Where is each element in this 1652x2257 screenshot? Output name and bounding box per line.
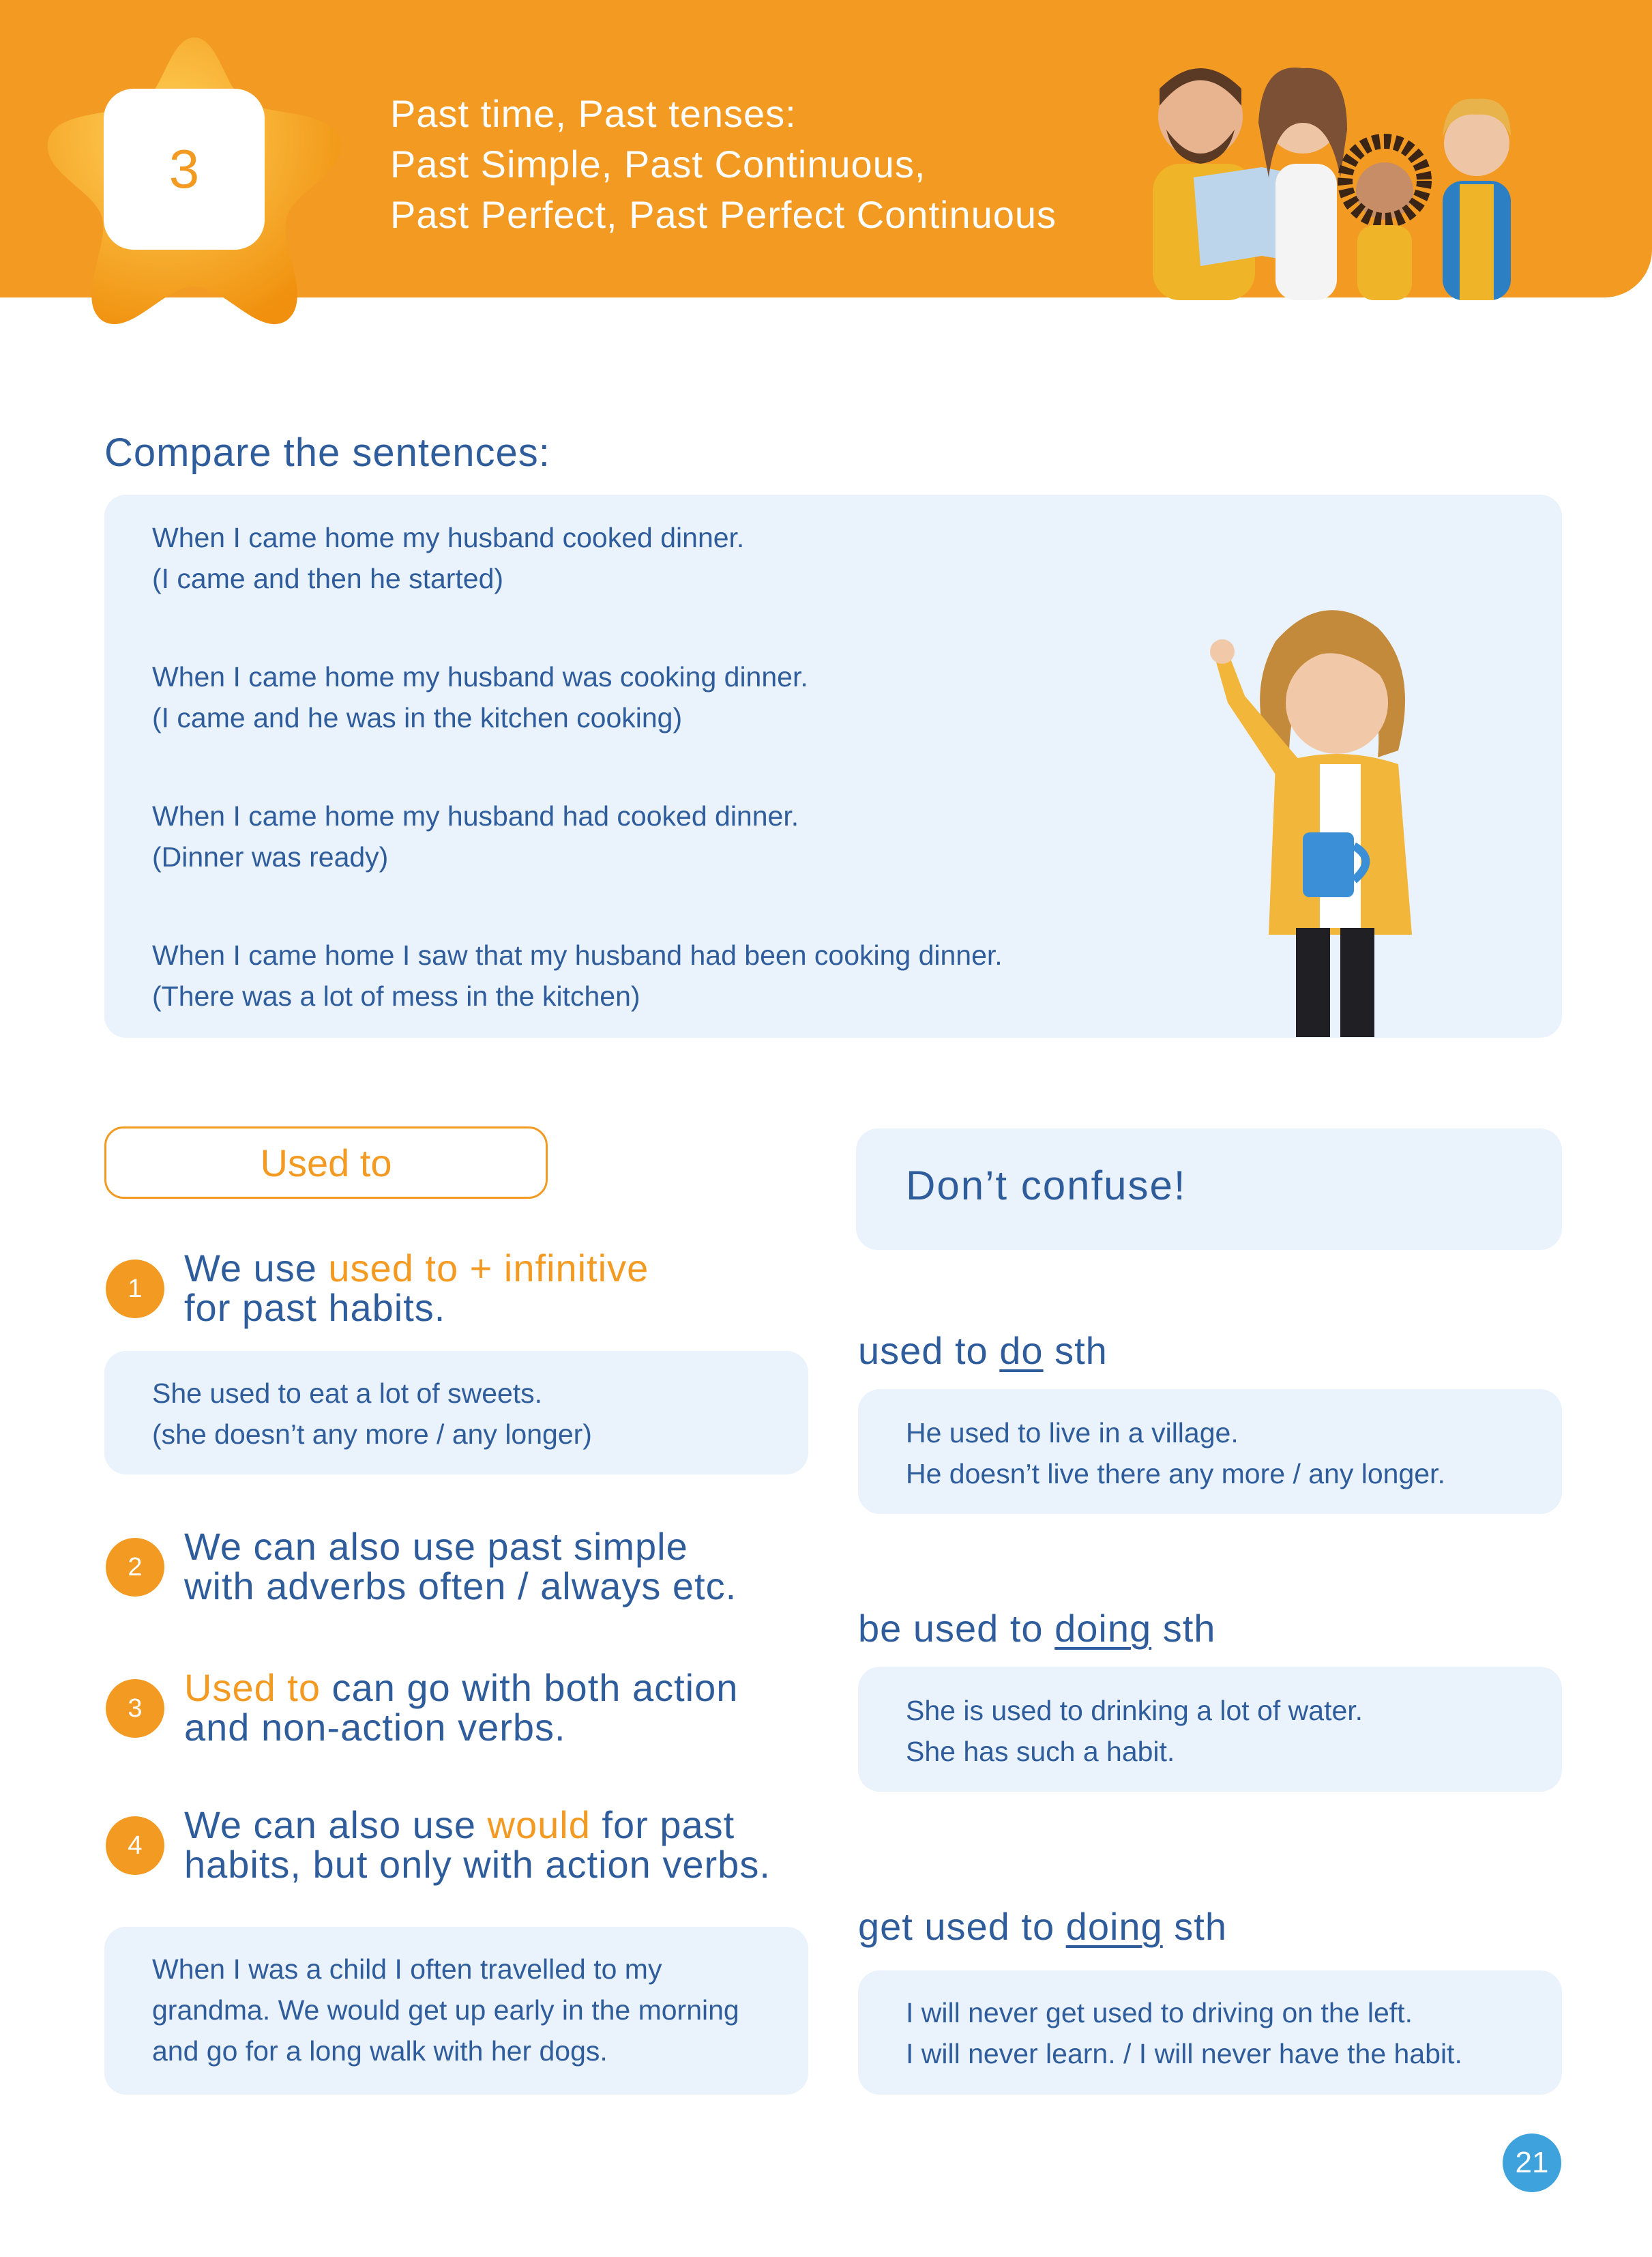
example-line: and go for a long walk with her dogs. <box>152 2035 608 2067</box>
rule-text <box>184 1527 839 1606</box>
phrase-key: do <box>999 1329 1044 1372</box>
phrase-heading <box>858 1606 1215 1650</box>
family-illustration <box>1105 41 1548 300</box>
phrase-part: sth <box>1151 1607 1216 1650</box>
sentence-line: When I came home my husband cooked dinner. <box>152 522 745 553</box>
chapter-title-line: Past time, Past tenses: <box>390 92 797 135</box>
phrase-example <box>906 1412 1445 1494</box>
phrase-key: doing <box>1054 1607 1152 1650</box>
rule-highlight: Used to <box>184 1666 321 1709</box>
phrase-heading <box>858 1904 1227 1949</box>
rule-text <box>184 1805 839 1884</box>
sentence-line: When I came home my husband had cooked dinner. <box>152 800 799 832</box>
rule-number: 3 <box>106 1679 164 1738</box>
compare-heading: Compare the sentences: <box>104 431 550 475</box>
rule-text-part: We can also use <box>184 1803 488 1846</box>
sentence-explanation: (There was a lot of mess in the kitchen) <box>152 980 640 1012</box>
sentence-explanation: (I came and then he started) <box>152 563 504 594</box>
sentence-explanation: (Dinner was ready) <box>152 841 389 873</box>
sentence-line: When I came home I saw that my husband had been cooking dinner. <box>152 940 1003 971</box>
rule-text-part: We can also use past simple <box>184 1525 688 1568</box>
page-number: 21 <box>1503 2134 1561 2192</box>
example-line: (she doesn’t any more / any longer) <box>152 1418 592 1450</box>
example-text <box>152 1949 739 2071</box>
woman-pointing-illustration <box>1173 587 1473 1037</box>
rule-number: 2 <box>106 1538 164 1597</box>
chapter-number: 3 <box>104 89 265 250</box>
example-line: I will never learn. / I will never have the habit. <box>906 2038 1462 2069</box>
phrase-part: sth <box>1162 1905 1227 1948</box>
example-line: grandma. We would get up early in the morning <box>152 1994 739 2026</box>
rule-text-part: and non-action verbs. <box>184 1706 566 1749</box>
compare-sentence <box>152 796 799 877</box>
example-line: I will never get used to driving on the left. <box>906 1997 1413 2028</box>
compare-sentence <box>152 935 1003 1017</box>
example-line: She has such a habit. <box>906 1736 1175 1767</box>
rule-text <box>184 1249 839 1328</box>
sentence-line: When I came home my husband was cooking dinner. <box>152 661 808 693</box>
example-line: When I was a child I often travelled to my <box>152 1953 662 1985</box>
rule-text-part: for past <box>590 1803 735 1846</box>
phrase-example <box>906 1992 1462 2074</box>
rule-number: 4 <box>106 1816 164 1875</box>
rule-text <box>184 1668 839 1747</box>
example-line: She is used to drinking a lot of water. <box>906 1695 1363 1726</box>
rule-text-part: for past habits. <box>184 1286 446 1329</box>
rule-text-part: We use <box>184 1247 329 1290</box>
used-to-label: Used to <box>104 1126 548 1199</box>
rule-highlight: used to + infinitive <box>328 1247 649 1290</box>
compare-sentence <box>152 517 744 599</box>
example-line: He doesn’t live there any more / any longer. <box>906 1458 1445 1489</box>
example-text <box>152 1373 592 1455</box>
rule-text-part: can go with both action <box>321 1666 739 1709</box>
phrase-part: get used to <box>858 1905 1066 1948</box>
phrase-part: be used to <box>858 1607 1055 1650</box>
dont-confuse-title: Don’t confuse! <box>906 1163 1187 1208</box>
phrase-heading <box>858 1328 1108 1373</box>
phrase-key: doing <box>1065 1905 1163 1948</box>
example-line: He used to live in a village. <box>906 1417 1239 1448</box>
example-line: She used to eat a lot of sweets. <box>152 1378 543 1409</box>
rule-highlight: would <box>487 1803 591 1846</box>
rule-text-part: with adverbs often / always etc. <box>184 1564 737 1607</box>
sentence-explanation: (I came and he was in the kitchen cooking) <box>152 702 683 733</box>
phrase-example <box>906 1690 1363 1772</box>
rule-text-part: habits, but only with action verbs. <box>184 1843 771 1886</box>
rule-number: 1 <box>106 1259 164 1318</box>
chapter-title-line: Past Perfect, Past Perfect Continuous <box>390 193 1057 236</box>
phrase-part: sth <box>1043 1329 1108 1372</box>
chapter-title <box>390 89 1140 240</box>
compare-sentence <box>152 656 808 738</box>
phrase-part: used to <box>858 1329 1000 1372</box>
chapter-title-line: Past Simple, Past Continuous, <box>390 143 926 186</box>
